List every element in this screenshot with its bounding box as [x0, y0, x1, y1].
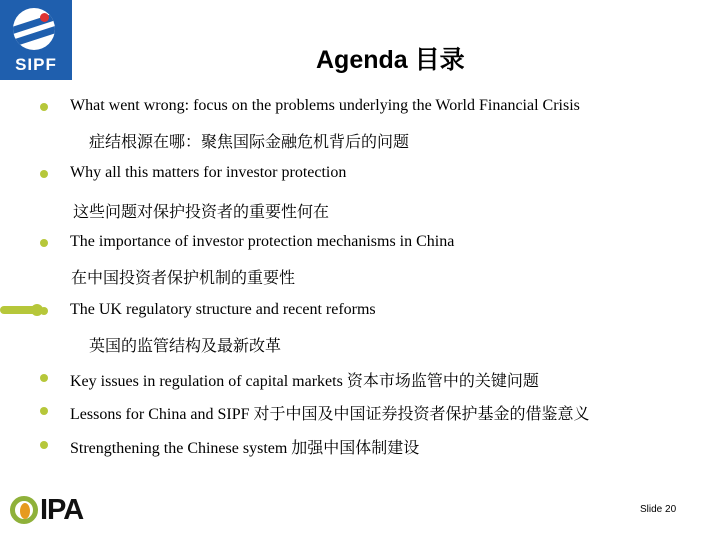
bullet-icon	[40, 103, 48, 111]
agenda-item-3-cn: 在中国投资者保护机制的重要性	[71, 268, 296, 287]
ipa-logo-text: IPA	[40, 494, 84, 526]
slide-number: Slide 20	[640, 504, 677, 515]
page-title: Agenda 目录	[316, 46, 465, 74]
agenda-item-4-cn: 英国的监管结构及最新改革	[89, 336, 282, 355]
agenda-item-3: The importance of investor protection mechanisms in China	[70, 233, 455, 250]
sipf-logo-text: SIPF	[15, 55, 57, 74]
ipa-emblem-icon	[10, 496, 38, 524]
agenda-item-2: Why all this matters for investor protection	[70, 164, 347, 181]
agenda-item-4: The UK regulatory structure and recent reforms	[70, 301, 376, 318]
sipf-logo	[0, 0, 72, 80]
sipf-emblem-icon	[13, 8, 55, 50]
agenda-item-1-cn: 症结根源在哪：聚焦国际金融危机背后的问题	[89, 132, 410, 151]
bullet-icon	[40, 307, 48, 315]
bullet-icon	[40, 239, 48, 247]
agenda-item-5: Key issues in regulation of capital markets 资本市场监管中的关键问题	[70, 373, 539, 390]
bullet-icon	[40, 374, 48, 382]
agenda-item-1: What went wrong: focus on the problems underlying the World Financial Crisis	[70, 97, 580, 114]
ipa-logo	[10, 494, 100, 528]
current-item-marker	[0, 306, 40, 314]
agenda-item-6: Lessons for China and SIPF 对于中国及中国证券投资者保护基金的借鉴意义	[70, 406, 590, 423]
bullet-icon	[40, 407, 48, 415]
agenda-item-2-cn: 这些问题对保护投资者的重要性何在	[73, 202, 330, 221]
agenda-item-7: Strengthening the Chinese system 加强中国体制建设	[70, 440, 420, 457]
bullet-icon	[40, 170, 48, 178]
bullet-icon	[40, 441, 48, 449]
